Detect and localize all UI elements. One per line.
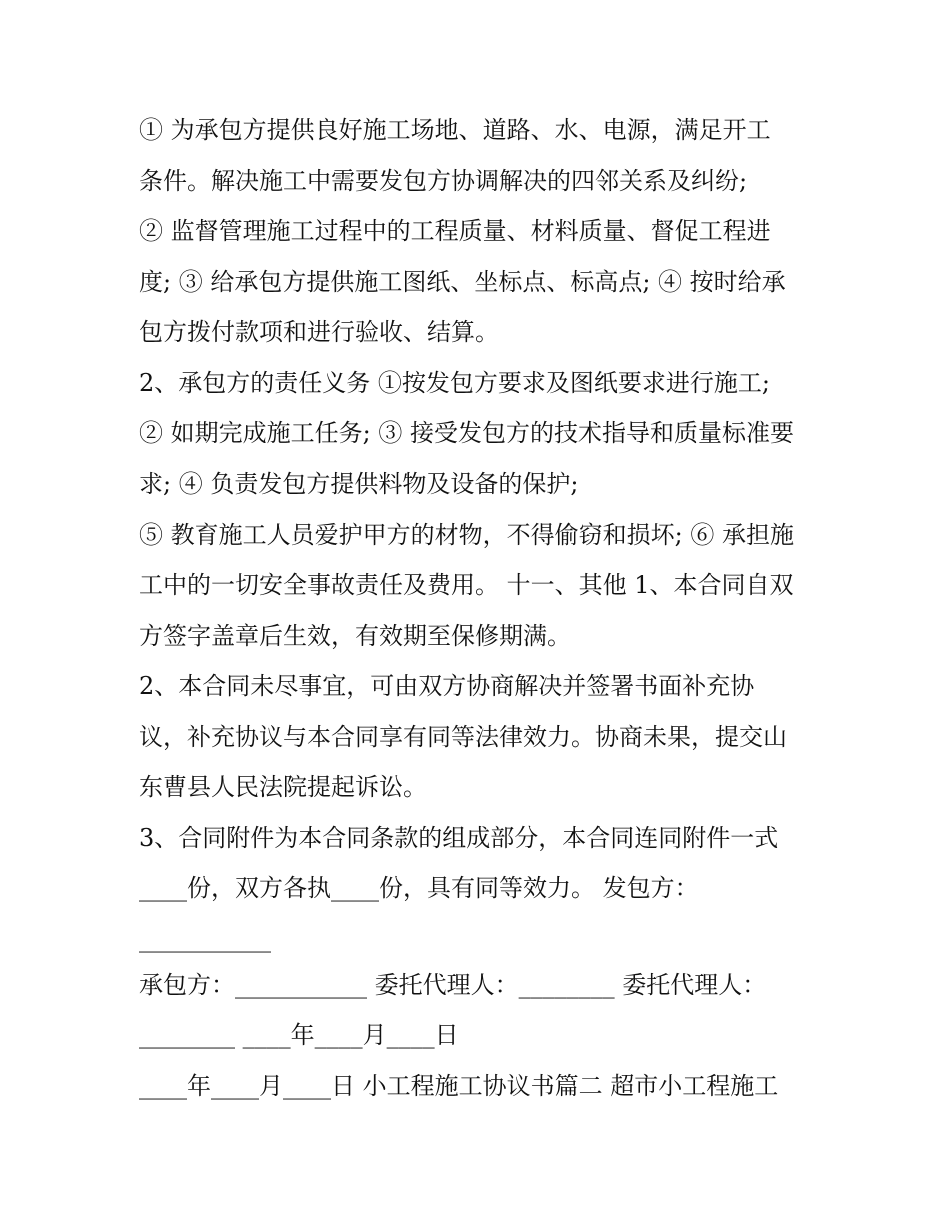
text-line: 2、本合同未尽事宜，可由双方协商解决并签署书面补充协 bbox=[139, 672, 755, 700]
text-line: 2、承包方的责任义务 ①按发包方要求及图纸要求进行施工; bbox=[139, 369, 770, 397]
text-line: ___________ bbox=[139, 925, 271, 953]
text-line: 承包方：___________ 委托代理人：________ 委托代理人： bbox=[139, 971, 767, 999]
text-line: ________ ____年____月____日 bbox=[139, 1021, 459, 1049]
text-line: 东曹县人民法院提起诉讼。 bbox=[139, 773, 427, 801]
text-line: 求; ④ 负责发包方提供料物及设备的保护; bbox=[139, 470, 579, 498]
text-line: ____份，双方各执____份，具有同等效力。 发包方： bbox=[139, 874, 699, 902]
text-line: 条件。解决施工中需要发包方协调解决的四邻关系及纠纷; bbox=[139, 167, 748, 195]
text-line: 工中的一切安全事故责任及费用。 十一、其他 1、本合同自双 bbox=[139, 571, 794, 599]
text-line: ② 如期完成施工任务; ③ 接受发包方的技术指导和质量标准要 bbox=[139, 419, 794, 447]
text-line: 议，补充协议与本合同享有同等法律效力。协商未果，提交山 bbox=[139, 723, 787, 751]
text-line: 3、合同附件为本合同条款的组成部分，本合同连同附件一式 bbox=[139, 824, 779, 852]
text-line: 方签字盖章后生效，有效期至保修期满。 bbox=[139, 622, 571, 650]
text-line: ____年____月____日 小工程施工协议书篇二 超市小工程施工 bbox=[139, 1072, 779, 1100]
text-line: 度; ③ 给承包方提供施工图纸、坐标点、标高点; ④ 按时给承 bbox=[139, 268, 786, 296]
text-line: ① 为承包方提供良好施工场地、道路、水、电源，满足开工 bbox=[139, 116, 771, 144]
text-line: 包方拨付款项和进行验收、结算。 bbox=[139, 318, 499, 346]
text-line: ⑤ 教育施工人员爱护甲方的材物，不得偷窃和损坏; ⑥ 承担施 bbox=[139, 521, 794, 549]
text-line: ② 监督管理施工过程中的工程质量、材料质量、督促工程进 bbox=[139, 217, 771, 245]
